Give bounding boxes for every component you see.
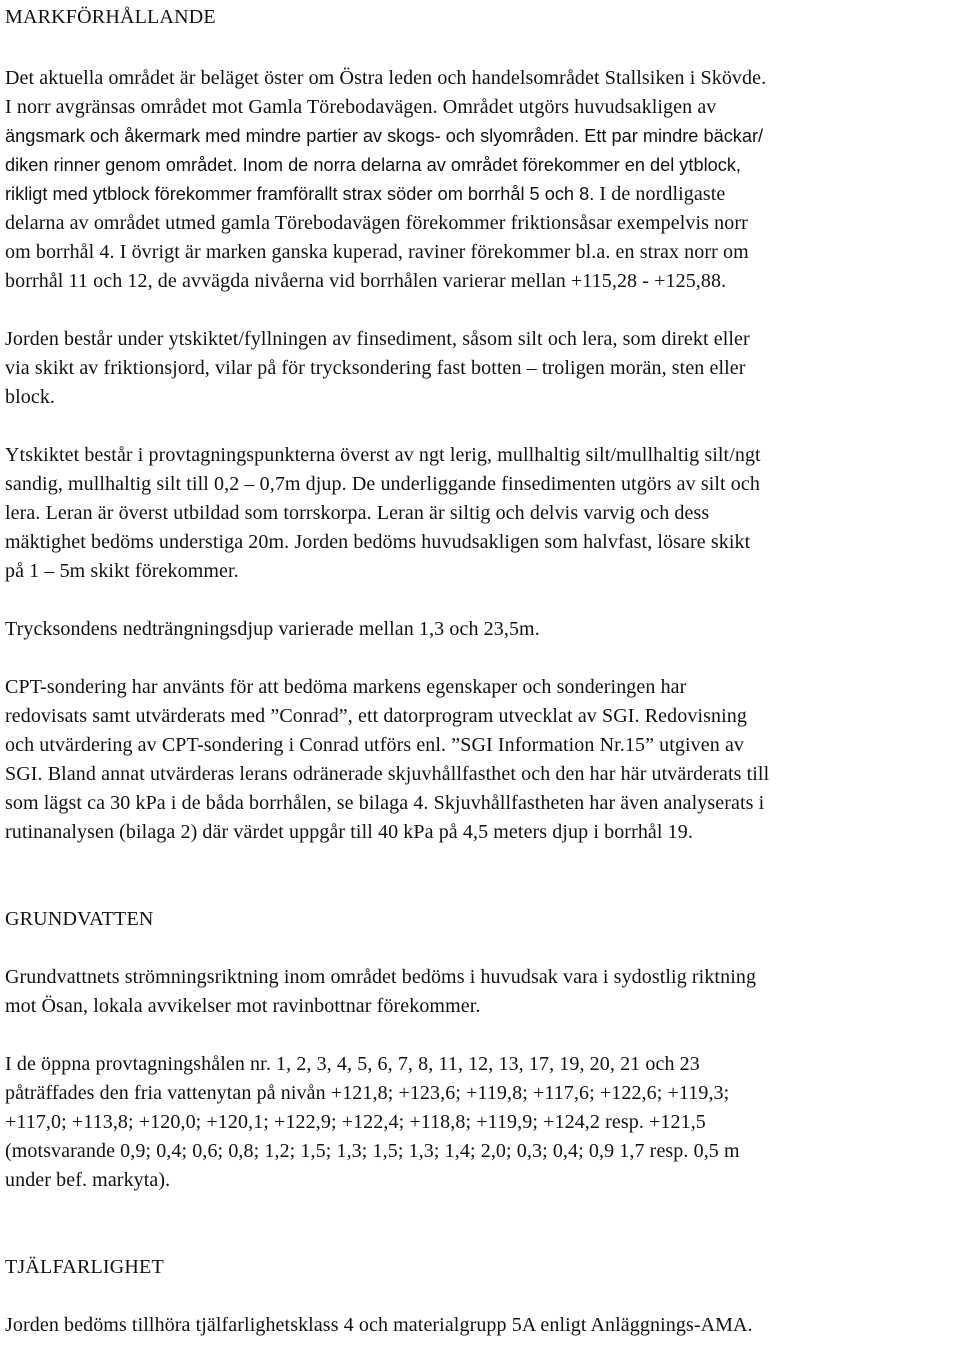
text-line: Jorden består under ytskiktet/fyllningen av finsediment, såsom silt och lera, som direkt eller <box>5 328 750 350</box>
text-line: påträffades den fria vattenytan på nivån +121,8; +123,6; +119,8; +117,6; +122,6; +119,3; <box>5 1082 730 1104</box>
paragraph-surface-layer <box>5 441 957 586</box>
text-line: rutinanalysen (bilaga 2) där värdet uppgår till 40 kPa på 4,5 meters djup i borrhål 19. <box>5 821 693 843</box>
paragraph-penetration-depth <box>5 615 957 644</box>
text-line: på 1 – 5m skikt förekommer. <box>5 560 239 582</box>
text-line <box>5 180 957 209</box>
paragraph-cpt-sounding <box>5 673 957 847</box>
text-line: SGI. Bland annat utvärderas lerans odränerade skjuvhållfasthet och den har här utvärderats till <box>5 763 770 785</box>
text-span: Inom de norra delarna av området förekommer en del ytblock, <box>237 155 741 175</box>
text-line: om borrhål 4. I övrigt är marken ganska kuperad, raviner förekommer bl.a. en strax norr om <box>5 241 749 263</box>
paragraph-soil-composition <box>5 325 957 412</box>
text-line: mot Ösan, lokala avvikelser mot ravinbottnar förekommer. <box>5 995 481 1017</box>
text-span: rikligt med ytblock förekommer framförallt strax söder om borrhål 5 och 8. <box>5 184 595 204</box>
text-line: Ytskiktet består i provtagningspunkterna överst av ngt lerig, mullhaltig silt/mullhaltig silt/ngt <box>5 444 761 466</box>
text-span: I de nordligaste <box>594 183 726 205</box>
text-span: diken rinner genom området. <box>5 155 238 175</box>
text-line: och utvärdering av CPT-sondering i Conrad utförs enl. ”SGI Information Nr.15” utgiven av <box>5 734 745 756</box>
paragraph-frost-classification <box>5 1311 957 1340</box>
text-line: via skikt av friktionsjord, vilar på för trycksondering fast botten – troligen morän, sten eller <box>5 357 746 379</box>
text-line <box>5 151 957 180</box>
document-page <box>5 3 957 1340</box>
text-line: ängsmark och åkermark med mindre partier av skogs- och slyområden. Ett par mindre bäckar/ <box>5 126 764 146</box>
text-line: I de öppna provtagningshålen nr. 1, 2, 3, 4, 5, 6, 7, 8, 11, 12, 13, 17, 19, 20, 21 och 23 <box>5 1053 700 1075</box>
text-line: mäktighet bedöms understiga 20m. Jorden bedöms huvudsakligen som halvfast, lösare skikt <box>5 531 751 553</box>
paragraph-groundwater-levels <box>5 1050 957 1195</box>
text-line: under bef. markyta). <box>5 1169 171 1191</box>
text-line: Grundvattnets strömningsriktning inom området bedöms i huvudsak vara i sydostlig riktning <box>5 966 757 988</box>
text-line: delarna av området utmed gamla Törebodavägen förekommer friktionsåsar exempelvis norr <box>5 212 748 234</box>
text-line: borrhål 11 och 12, de avvägda nivåerna vid borrhålen varierar mellan +115,28 - +125,88. <box>5 270 727 292</box>
text-line: Det aktuella området är beläget öster om Östra leden och handelsområdet Stallsiken i Skövde. <box>5 67 767 89</box>
text-line: I norr avgränsas området mot Gamla Törebodavägen. Området utgörs huvudsakligen av <box>5 96 717 118</box>
text-line: (motsvarande 0,9; 0,4; 0,6; 0,8; 1,2; 1,5; 1,3; 1,5; 1,3; 1,4; 2,0; 0,3; 0,4; 0,9 1,7 resp. 0,5 m <box>5 1140 740 1162</box>
text-line: lera. Leran är överst utbildad som torrskorpa. Leran är siltig och delvis varvig och dess <box>5 502 710 524</box>
text-line: block. <box>5 386 56 408</box>
text-line: Jorden bedöms tillhöra tjälfarlighetsklass 4 och materialgrupp 5A enligt Anläggnings-AMA. <box>5 1314 753 1336</box>
text-line: sandig, mullhaltig silt till 0,2 – 0,7m djup. De underliggande finsedimenten utgörs av silt och <box>5 473 760 495</box>
text-line: Trycksondens nedträngningsdjup varierade mellan 1,3 och 23,5m. <box>5 618 540 640</box>
paragraph-area-description <box>5 64 957 296</box>
section-heading-grundvatten: GRUNDVATTEN <box>5 908 154 930</box>
text-line: CPT-sondering har använts för att bedöma markens egenskaper och sonderingen har <box>5 676 687 698</box>
text-line: som lägst ca 30 kPa i de båda borrhålen, se bilaga 4. Skjuvhållfastheten har även analyserats i <box>5 792 765 814</box>
text-line: redovisats samt utvärderats med ”Conrad”, ett datorprogram utvecklat av SGI. Redovisning <box>5 705 747 727</box>
text-line: +117,0; +113,8; +120,0; +120,1; +122,9; +122,4; +118,8; +119,9; +124,2 resp. +121,5 <box>5 1111 706 1133</box>
section-heading-tjalfarlighet: TJÄLFARLIGHET <box>5 1256 164 1278</box>
section-heading-markforhallande: MARKFÖRHÅLLANDE <box>5 6 216 28</box>
paragraph-groundwater-flow <box>5 963 957 1021</box>
